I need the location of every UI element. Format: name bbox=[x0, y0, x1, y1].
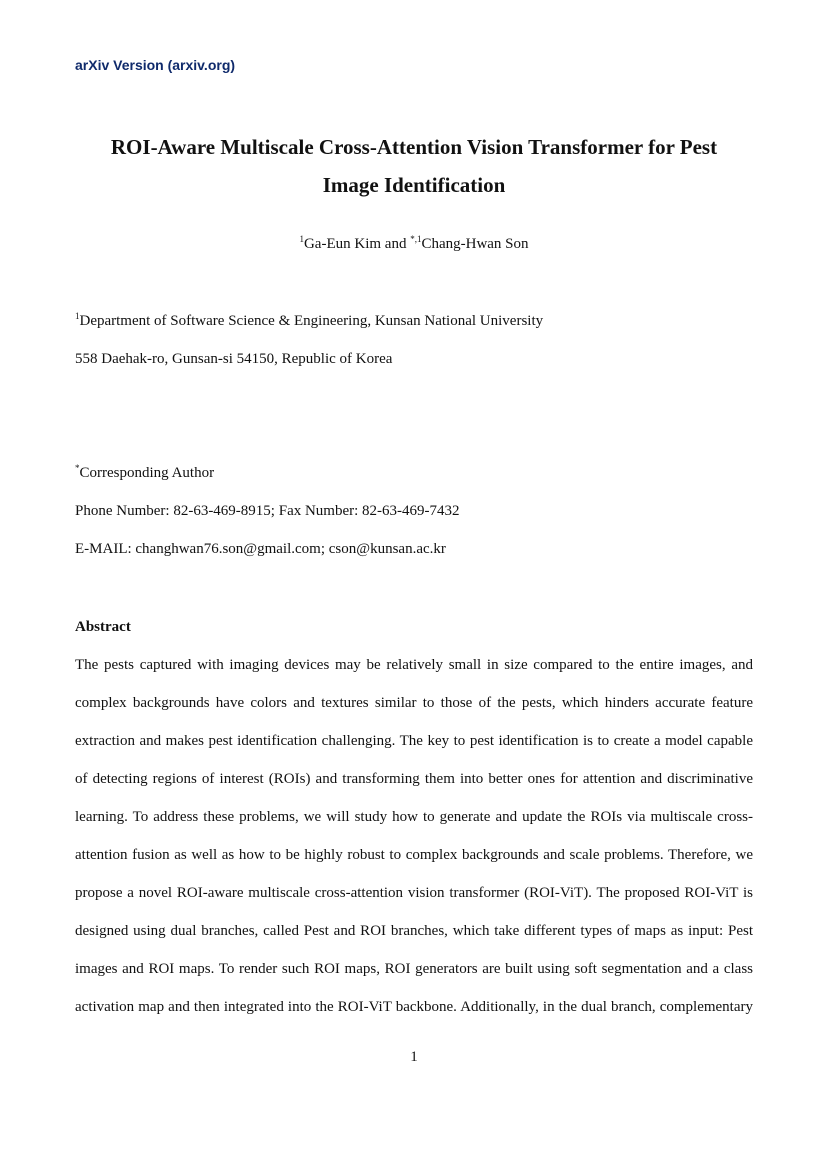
author2-name: Chang-Hwan Son bbox=[421, 236, 529, 252]
corresponding-author bbox=[75, 465, 214, 482]
affiliation-address: 558 Daehak-ro, Gunsan-si 54150, Republic of Korea bbox=[75, 351, 393, 367]
abstract-line: designed using dual branches, called Pest and ROI branches, which take different types of maps as input: Pest bbox=[75, 923, 753, 939]
author1-name: Ga-Eun Kim and bbox=[303, 236, 411, 252]
paper-title-line-1: ROI-Aware Multiscale Cross-Attention Vision Transformer for Pest bbox=[110, 135, 718, 159]
abstract-line: propose a novel ROI-aware multiscale cross-attention vision transformer (ROI-ViT). The proposed ROI-ViT is bbox=[75, 885, 753, 901]
abstract-line: complex backgrounds have colors and textures similar to those of the pests, which hinders accurate feature bbox=[75, 695, 753, 711]
corresponding-mark: * bbox=[75, 463, 80, 473]
abstract-line: learning. To address these problems, we will study how to generate and update the ROIs via multiscale cross- bbox=[75, 809, 753, 825]
email-line: E-MAIL: changhwan76.son@gmail.com; cson@kunsan.ac.kr bbox=[75, 541, 446, 557]
phone-fax-line: Phone Number: 82-63-469-8915; Fax Number: 82-63-469-7432 bbox=[75, 503, 460, 519]
abstract-body bbox=[75, 654, 753, 1034]
paper-title bbox=[40, 128, 788, 204]
author2-affiliation-mark: *,1 bbox=[410, 234, 422, 244]
arxiv-version-label: arXiv Version (arxiv.org) bbox=[75, 57, 236, 73]
abstract-line: images and ROI maps. To render such ROI maps, ROI generators are built using soft segmentation and a class bbox=[75, 961, 753, 977]
corresponding-label: Corresponding Author bbox=[79, 465, 215, 481]
affiliation-mark: 1 bbox=[75, 311, 80, 321]
abstract-line: The pests captured with imaging devices may be relatively small in size compared to the entire images, and bbox=[75, 657, 753, 673]
abstract-heading: Abstract bbox=[75, 619, 131, 635]
department-text: Department of Software Science & Engineering, Kunsan National University bbox=[79, 313, 544, 329]
abstract-line: extraction and makes pest identification challenging. The key to pest identification is to create a model capable bbox=[75, 733, 753, 749]
abstract-line: of detecting regions of interest (ROIs) and transforming them into better ones for attention and discriminative bbox=[75, 771, 753, 787]
affiliation-department bbox=[75, 313, 543, 330]
abstract-line: attention fusion as well as how to be highly robust to complex backgrounds and scale problems. Therefore, we bbox=[75, 847, 753, 863]
abstract-line: activation map and then integrated into the ROI-ViT backbone. Additionally, in the dual branch, complementary bbox=[75, 999, 753, 1015]
paper-title-line-2: Image Identification bbox=[322, 173, 506, 197]
author-list bbox=[0, 236, 828, 253]
page-number: 1 bbox=[410, 1049, 418, 1065]
author1-affiliation-mark: 1 bbox=[299, 234, 304, 244]
